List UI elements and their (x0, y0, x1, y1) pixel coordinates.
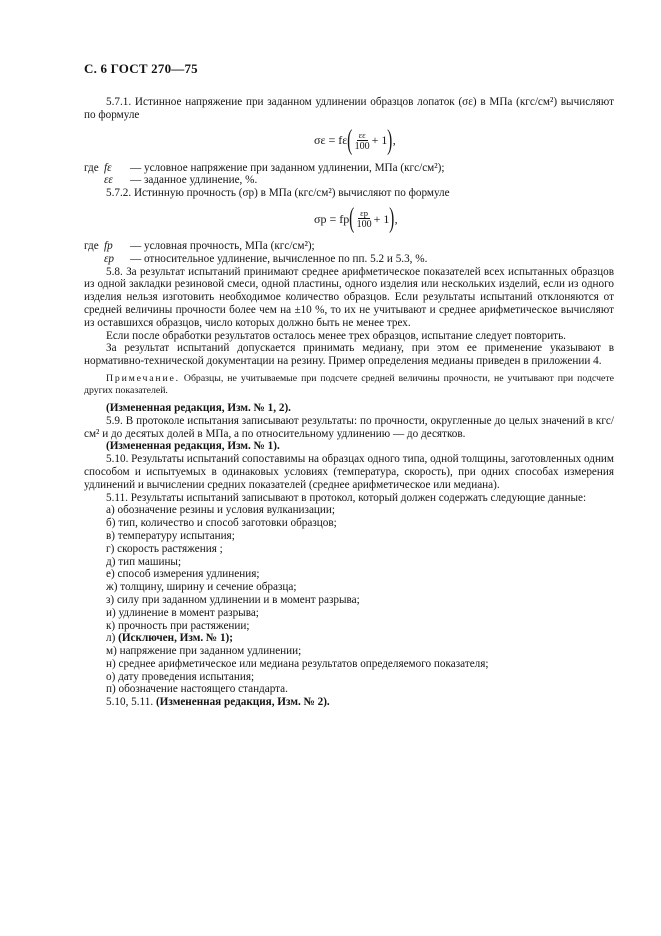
formula-fraction: $\frac{\varepsilon р}{100}$ (356, 207, 372, 230)
section-5-8: 5.8. За результат испытаний принимают среднее арифметическое показателей всех испытанных образцов из одной закладки резиновой смеси, одной пластины, одного изделия или нескольких изделий, если из одного изделия нельзя изготовить необходимое количество образцов. Если результаты испытаний отклоняются от средней величины прочности более чем на ±10 %, то их не учитывают и среднее арифметическое вычисляют из оставшихся образцов, число которых должно быть не менее трех. (84, 265, 614, 329)
list-item: к) прочность при растяжении; (106, 619, 250, 632)
note-text: Образцы, не учитываемые при подсчете средней величины прочности, не учитывают при подсчете других показателей. (84, 372, 615, 396)
formula-lhs: σр = fр (314, 211, 350, 226)
definition-row: εр — относительное удлинение, вычисленное по пп. 5.2 и 5.3, %. (104, 252, 428, 265)
paragraph: Если после обработки результатов осталось менее трех образцов, испытание следует повторить. (106, 329, 566, 342)
document-body (84, 96, 614, 709)
formula-true-strength: σр = fр ( $\frac{\varepsilon р}{100}$ + 1 ) , (314, 202, 398, 234)
section-5-7-1: 5.7.1. Истинное напряжение при заданном удлинении образцов лопаток (σε) в МПа (кгс/см²) вычисляют по формуле (84, 96, 614, 121)
formula-fraction: $\frac{\varepsilon\varepsilon}{100}$ (354, 129, 370, 152)
note (84, 373, 614, 397)
revision-note: (Измененная редакция, Изм. № 1). (106, 440, 280, 453)
definition-row: εε — заданное удлинение, %. (104, 174, 258, 187)
list-item: л) (Исключен, Изм. № 1); (106, 632, 233, 645)
list-item: п) обозначение настоящего стандарта. (106, 683, 288, 696)
list-item: д) тип машины; (106, 555, 182, 568)
list-item: е) способ измерения удлинения; (106, 568, 260, 581)
list-item: о) дату проведения испытания; (106, 670, 255, 683)
list-item: м) напряжение при заданном удлинении; (106, 645, 302, 658)
list-item: и) удлинение в момент разрыва; (106, 606, 259, 619)
page-header: С. 6 ГОСТ 270—75 (84, 61, 198, 76)
list-item: в) температуру испытания; (106, 529, 235, 542)
list-item: з) силу при заданном удлинении и в момент разрыва; (106, 593, 360, 606)
section-5-11: 5.11. Результаты испытаний записывают в протокол, который должен содержать следующие данные: (106, 491, 587, 504)
list-item: ж) толщину, ширину и сечение образца; (106, 581, 297, 594)
list-item: н) среднее арифметическое или медиана результатов определяемого показателя; (106, 657, 489, 670)
definition-row: где fε — условное напряжение при заданном удлинении, МПа (кгс/см²); (84, 161, 445, 174)
section-5-7-2: 5.7.2. Истинную прочность (σр) в МПа (кгс/см²) вычисляют по формуле (106, 187, 450, 200)
revision-note: 5.10, 5.11. (Измененная редакция, Изм. № 2). (106, 696, 330, 709)
definition-row: где fр — условная прочность, МПа (кгс/см²); (84, 239, 315, 252)
section-5-10: 5.10. Результаты испытаний сопоставимы на образцах одного типа, одной толщины, заготовленных одним способом и испытуемых в одинаковых условиях (температура, скорость), при одних способах измерения удлинений и вычислении средних показателей (среднее арифметическое или медиана). (84, 453, 614, 491)
note-label: Примечание. (106, 372, 180, 384)
list-item: а) обозначение резины и условия вулканизации; (106, 504, 335, 517)
formula-lhs: σε = fε (314, 133, 348, 148)
revision-note: (Измененная редакция, Изм. № 1, 2). (106, 401, 291, 414)
paragraph: За результат испытаний допускается принимать медиану, при этом ее применение указывают в нормативно-технической документации на резину. Пример определения медианы приведен в приложении 4. (84, 342, 614, 368)
list-item: б) тип, количество и способ заготовки образцов; (106, 517, 337, 530)
protocol-list (84, 504, 614, 696)
formula-true-stress: σε = fε ( $\frac{\varepsilon\varepsilon}{100}$ + 1 ) , (314, 124, 396, 156)
list-item: г) скорость растяжения ; (106, 542, 223, 555)
section-5-9: 5.9. В протоколе испытания записывают результаты: по прочности, округленные до целых значений в кгс/см² и до десятых долей в МПа, а по относительному удлинению — до десятков. (84, 414, 614, 440)
